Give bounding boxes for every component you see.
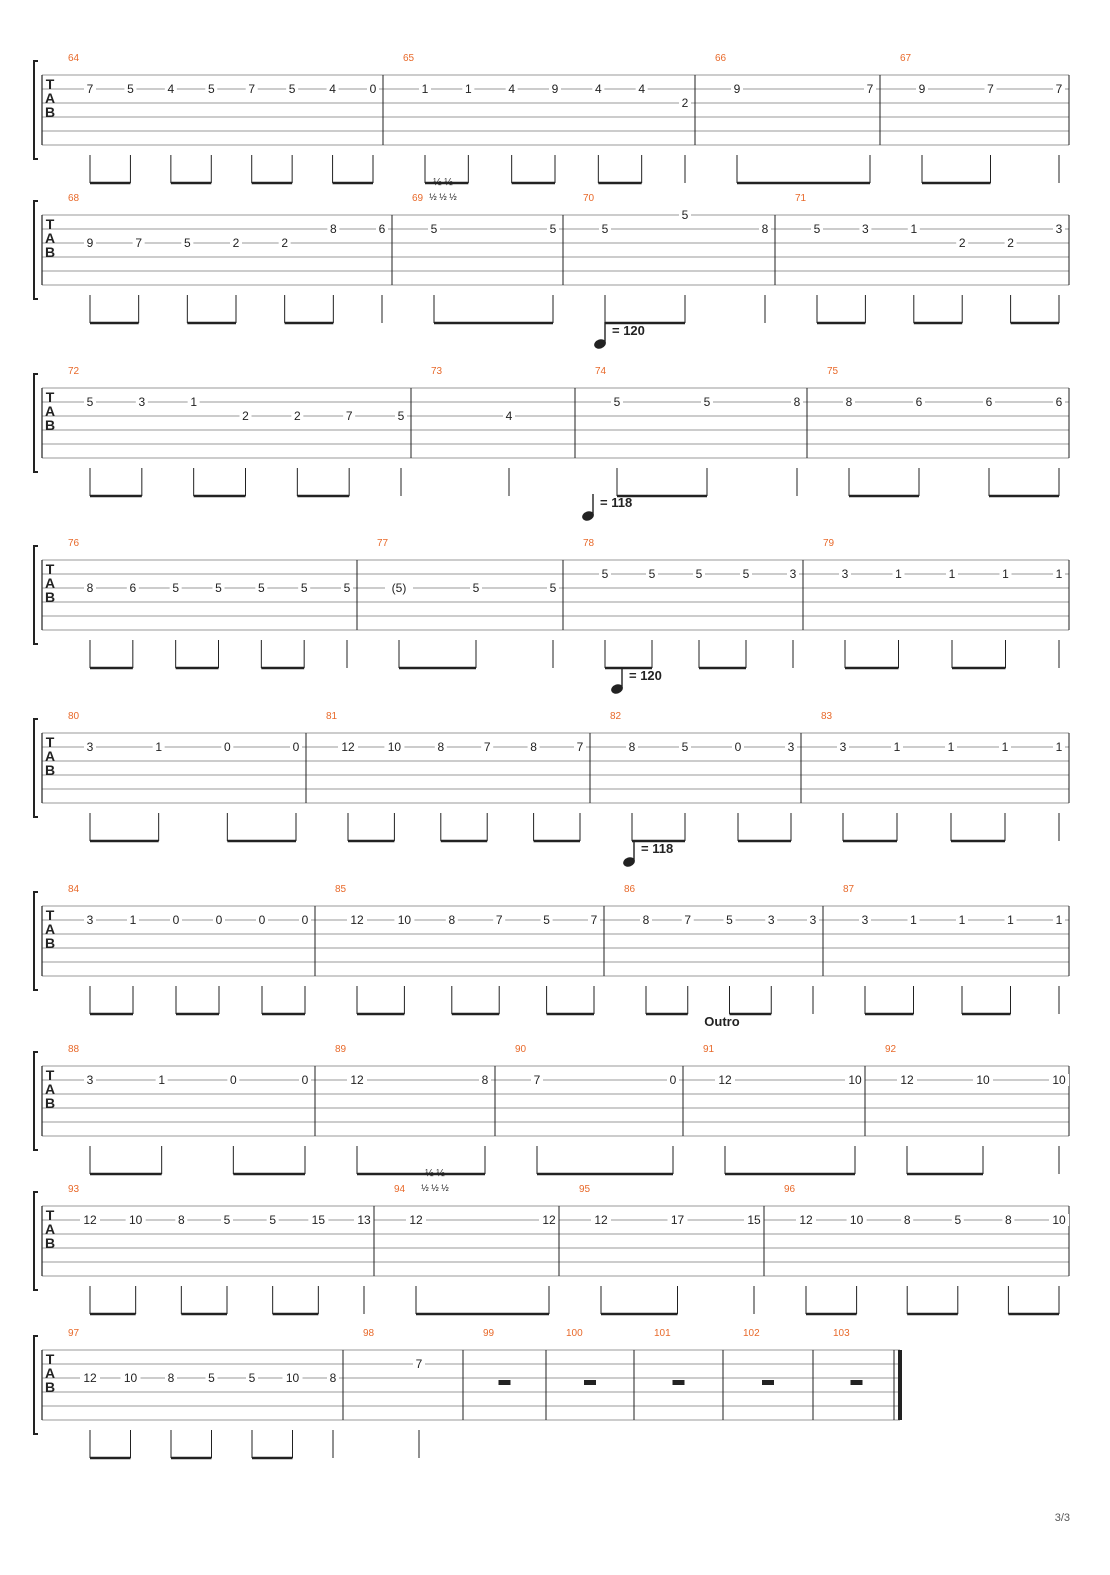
tab-clef-letter: B — [44, 1379, 56, 1395]
fret-number: 0 — [258, 913, 266, 927]
fret-number: 7 — [345, 409, 353, 423]
system-brace — [34, 892, 38, 990]
fret-number: 8 — [177, 1213, 185, 1227]
measure — [68, 193, 388, 323]
measure — [563, 193, 771, 323]
fret-number: 3 — [809, 913, 817, 927]
measure — [343, 1328, 425, 1458]
fret-number: 0 — [215, 913, 223, 927]
fret-number: 3 — [787, 740, 795, 754]
fret-number: 1 — [895, 567, 902, 581]
measure-number: 94 — [394, 1184, 406, 1195]
system-brace — [34, 719, 38, 817]
fret-number: 10 — [1052, 1073, 1066, 1087]
fret-number: 12 — [409, 1213, 423, 1227]
fret-number: 5 — [397, 409, 405, 423]
fret-number: 12 — [350, 913, 364, 927]
fret-number: 5 — [208, 1371, 215, 1385]
tab-clef-letter: T — [45, 76, 55, 92]
measure-number: 99 — [483, 1328, 495, 1339]
fret-number: 1 — [1001, 740, 1009, 754]
fret-number: 12 — [594, 1213, 608, 1227]
fret-number: 5 — [813, 222, 821, 236]
measure — [590, 711, 797, 841]
fret-number: 10 — [1052, 1213, 1066, 1227]
fret-number: 1 — [947, 740, 955, 754]
bend-label-bottom: ½ ½ ½ — [429, 192, 457, 202]
fret-number: 6 — [129, 581, 137, 595]
measure — [803, 538, 1065, 668]
measure — [823, 884, 1065, 1014]
fret-number: 10 — [285, 1371, 300, 1385]
tab-clef-letter: A — [44, 748, 56, 764]
measure-number: 89 — [335, 1044, 347, 1055]
page-number: 3/3 — [1054, 1512, 1070, 1524]
fret-number: 1 — [129, 913, 137, 927]
fret-number: 6 — [1055, 395, 1063, 409]
fret-number: 3 — [767, 913, 775, 927]
fret-number: 5 — [549, 581, 557, 595]
fret-number: 8 — [1005, 1213, 1012, 1227]
bend-label-bottom: ½ ½ ½ — [421, 1183, 449, 1193]
fret-number: 7 — [684, 913, 692, 927]
measure — [68, 1328, 339, 1458]
system-brace — [34, 1052, 38, 1150]
fret-number: 7 — [590, 913, 598, 927]
fret-number: 5 — [288, 82, 296, 96]
fret-number: 2 — [293, 409, 301, 423]
measure-number: 81 — [326, 711, 338, 722]
measure-number: 103 — [833, 1328, 850, 1339]
fret-number: 5 — [430, 222, 438, 236]
fret-number: 0 — [172, 913, 180, 927]
fret-number: 2 — [1007, 236, 1014, 250]
measure-number: 72 — [68, 366, 80, 377]
fret-number: 5 — [742, 567, 750, 581]
tempo-mark — [581, 494, 632, 522]
tab-system — [34, 322, 1069, 496]
measure-number: 83 — [821, 711, 833, 722]
measure-number: 86 — [624, 884, 636, 895]
fret-number: 4 — [505, 409, 513, 423]
tab-clef-letter: B — [44, 1235, 56, 1251]
fret-number: 6 — [915, 395, 923, 409]
tab-clef-letter: T — [45, 1067, 55, 1083]
fret-number: 5 — [172, 581, 180, 595]
fret-number: 7 — [576, 740, 584, 754]
tab-clef-letter: A — [44, 1221, 56, 1237]
fret-number: 5 — [954, 1213, 962, 1227]
fret-number: 5 — [703, 395, 711, 409]
measure-number: 77 — [377, 538, 389, 549]
fret-number: 17 — [670, 1213, 685, 1227]
fret-number: 2 — [242, 409, 249, 423]
measure-number: 74 — [595, 366, 607, 377]
whole-rest — [762, 1380, 774, 1385]
measure-number: 73 — [431, 366, 443, 377]
fret-number: 8 — [329, 222, 337, 236]
measure — [495, 1044, 679, 1174]
fret-number: 5 — [543, 913, 550, 927]
fret-number: 8 — [845, 395, 853, 409]
measure-number: 68 — [68, 193, 80, 204]
fret-number: 5 — [601, 567, 609, 581]
fret-number: 9 — [86, 236, 94, 250]
tab-system — [34, 53, 1069, 183]
tab-system — [34, 1014, 1069, 1174]
tab-clef-letter: T — [45, 1351, 55, 1367]
tempo-value: = 118 — [641, 841, 674, 856]
fret-number: 5 — [681, 740, 689, 754]
measure — [357, 538, 559, 668]
tab-clef-letter: T — [45, 907, 55, 923]
fret-number: 7 — [415, 1357, 423, 1371]
fret-number: 1 — [893, 740, 901, 754]
bend-label-top: ½ ½ — [433, 177, 453, 188]
measure — [68, 711, 302, 841]
tab-clef-letter: A — [44, 403, 56, 419]
whole-rest — [673, 1380, 685, 1385]
fret-number: 5 — [681, 208, 689, 222]
fret-number: 9 — [918, 82, 926, 96]
fret-number: 3 — [86, 740, 94, 754]
measure-number: 80 — [68, 711, 80, 722]
fret-number: 8 — [628, 740, 636, 754]
fret-number: 8 — [448, 913, 456, 927]
fret-number: 12 — [542, 1213, 556, 1227]
fret-number: 0 — [301, 1073, 309, 1087]
measure — [801, 711, 1065, 841]
measure-number: 101 — [654, 1328, 671, 1339]
tab-clef-letter: T — [45, 561, 55, 577]
measure — [306, 711, 586, 841]
fret-number: 6 — [985, 395, 993, 409]
measure-number: 78 — [583, 538, 595, 549]
fret-number: 7 — [86, 82, 94, 96]
measure-number: 90 — [515, 1044, 527, 1055]
measure-number: 96 — [784, 1184, 796, 1195]
fret-number: 10 — [397, 913, 412, 927]
measure-number: 97 — [68, 1328, 80, 1339]
fret-number: 10 — [387, 740, 402, 754]
fret-number: 5 — [300, 581, 308, 595]
fret-number: 9 — [733, 82, 741, 96]
fret-number: 12 — [799, 1213, 813, 1227]
fret-number: 1 — [464, 82, 472, 96]
fret-number: 5 — [549, 222, 557, 236]
measure-number: 76 — [68, 538, 80, 549]
measure — [68, 884, 311, 1014]
measure — [68, 1044, 311, 1174]
measure-number: 93 — [68, 1184, 80, 1195]
measure — [604, 884, 819, 1014]
whole-rest — [851, 1380, 863, 1385]
measure — [315, 884, 600, 1014]
measure-number: 87 — [843, 884, 855, 895]
tab-clef-letter: A — [44, 1365, 56, 1381]
fret-number: 3 — [841, 567, 849, 581]
fret-number: 8 — [329, 1371, 337, 1385]
fret-number: 7 — [866, 82, 874, 96]
fret-number: 12 — [341, 740, 355, 754]
tab-clef-letter: A — [44, 575, 56, 591]
tab-clef-letter: A — [44, 90, 56, 106]
fret-number: 7 — [248, 82, 256, 96]
fret-number: 7 — [1055, 82, 1063, 96]
measure-number: 102 — [743, 1328, 760, 1339]
fret-number: 4 — [594, 82, 602, 96]
fret-number: 1 — [958, 913, 966, 927]
fret-number: 3 — [1055, 222, 1063, 236]
fret-number: 7 — [135, 236, 143, 250]
fret-number: 1 — [1055, 913, 1063, 927]
measure-number: 92 — [885, 1044, 897, 1055]
measure-number: 88 — [68, 1044, 80, 1055]
tab-clef-letter: B — [44, 104, 56, 120]
measure-number: 85 — [335, 884, 347, 895]
fret-number: 5 — [269, 1213, 277, 1227]
fret-number: 12 — [83, 1371, 97, 1385]
tab-system — [34, 667, 1069, 841]
tab-system — [34, 1328, 900, 1458]
measure — [695, 53, 876, 183]
measure-number: 98 — [363, 1328, 375, 1339]
fret-number: 0 — [369, 82, 377, 96]
fret-number: 4 — [638, 82, 646, 96]
fret-number: 13 — [357, 1213, 371, 1227]
measure — [880, 53, 1065, 183]
fret-number: 1 — [1007, 913, 1014, 927]
fret-number: 12 — [718, 1073, 732, 1087]
measure-number: 95 — [579, 1184, 591, 1195]
fret-number: 8 — [437, 740, 445, 754]
system-brace — [34, 61, 38, 159]
fret-number: 3 — [86, 913, 94, 927]
fret-number: 1 — [1002, 567, 1009, 581]
fret-number: 4 — [329, 82, 336, 96]
fret-number: 3 — [789, 567, 797, 581]
fret-number: 7 — [533, 1073, 541, 1087]
fret-number: 3 — [138, 395, 146, 409]
fret-number: 5 — [223, 1213, 231, 1227]
fret-number: 1 — [158, 1073, 166, 1087]
system-brace — [34, 201, 38, 299]
measure — [683, 1044, 865, 1174]
measure — [807, 366, 1065, 496]
fret-number: 5 — [215, 581, 222, 595]
tab-clef-letter: B — [44, 244, 56, 260]
measure — [865, 1044, 1069, 1174]
fret-number: 1 — [910, 222, 918, 236]
fret-number: 1 — [910, 913, 917, 927]
measure — [575, 366, 803, 496]
fret-number: 3 — [839, 740, 847, 754]
fret-number: 6 — [378, 222, 386, 236]
fret-number: 1 — [155, 740, 163, 754]
fret-number: 5 — [86, 395, 94, 409]
fret-number: 5 — [127, 82, 134, 96]
fret-number: 15 — [747, 1213, 761, 1227]
fret-number: 4 — [167, 82, 175, 96]
fret-number: 2 — [681, 96, 689, 110]
tab-clef-letter: A — [44, 921, 56, 937]
measure-number: 65 — [403, 53, 415, 64]
fret-number: 8 — [481, 1073, 489, 1087]
fret-number: 8 — [86, 581, 94, 595]
tempo-mark — [593, 322, 645, 350]
fret-number: 0 — [734, 740, 742, 754]
tempo-value: = 120 — [629, 668, 662, 683]
tab-clef-letter: B — [44, 417, 56, 433]
fret-number: 2 — [232, 236, 240, 250]
fret-number: (5) — [391, 581, 407, 595]
fret-number: 3 — [86, 1073, 94, 1087]
measure-number: 91 — [703, 1044, 715, 1055]
measure — [68, 366, 407, 496]
measure — [392, 193, 559, 323]
measure-number: 71 — [795, 193, 807, 204]
fret-number: 5 — [601, 222, 609, 236]
measure-number: 66 — [715, 53, 727, 64]
whole-rest — [499, 1380, 511, 1385]
measure-number: 100 — [566, 1328, 583, 1339]
measure-number: 75 — [827, 366, 839, 377]
fret-number: 1 — [190, 395, 198, 409]
tab-clef-letter: T — [45, 1207, 55, 1223]
fret-number: 3 — [862, 222, 869, 236]
fret-number: 10 — [849, 1213, 864, 1227]
fret-number: 0 — [292, 740, 300, 754]
measure-number: 64 — [68, 53, 80, 64]
fret-number: 5 — [726, 913, 733, 927]
fret-number: 7 — [987, 82, 994, 96]
fret-number: 12 — [350, 1073, 364, 1087]
system-brace — [34, 546, 38, 644]
fret-number: 5 — [695, 567, 703, 581]
system-brace — [34, 374, 38, 472]
measure — [411, 366, 515, 496]
fret-number: 5 — [207, 82, 215, 96]
tab-clef-letter: A — [44, 1081, 56, 1097]
fret-number: 0 — [229, 1073, 237, 1087]
fret-number: 7 — [495, 913, 503, 927]
system-brace — [34, 1192, 38, 1290]
measure — [563, 538, 799, 668]
fret-number: 2 — [958, 236, 966, 250]
fret-number: 5 — [472, 581, 480, 595]
fret-number: 0 — [223, 740, 231, 754]
fret-number: 15 — [311, 1213, 326, 1227]
tempo-value: = 118 — [600, 495, 633, 510]
fret-number: 7 — [483, 740, 491, 754]
fret-number: 5 — [257, 581, 265, 595]
tab-system — [34, 177, 1069, 323]
tab-system — [34, 1168, 1069, 1314]
measure-number: 82 — [610, 711, 622, 722]
fret-number: 5 — [648, 567, 656, 581]
measure-number: 84 — [68, 884, 80, 895]
tempo-mark — [610, 667, 662, 695]
fret-number: 10 — [976, 1073, 990, 1087]
measure — [383, 53, 691, 183]
measure-number: 69 — [412, 193, 424, 204]
fret-number: 10 — [128, 1213, 143, 1227]
fret-number: 12 — [900, 1073, 914, 1087]
fret-number: 8 — [642, 913, 650, 927]
fret-number: 8 — [530, 740, 537, 754]
system-brace — [34, 1336, 38, 1434]
fret-number: 5 — [613, 395, 621, 409]
tab-clef-letter: T — [45, 389, 55, 405]
measure — [374, 1184, 559, 1314]
fret-number: 5 — [183, 236, 191, 250]
fret-number: 1 — [948, 567, 956, 581]
fret-number: 9 — [551, 82, 559, 96]
measure-number: 67 — [900, 53, 912, 64]
tab-clef-letter: T — [45, 734, 55, 750]
fret-number: 1 — [421, 82, 429, 96]
tempo-value: = 120 — [612, 323, 645, 338]
tab-system — [34, 840, 1069, 1014]
tab-clef-letter: B — [44, 762, 56, 778]
tab-system — [34, 494, 1069, 668]
bend-label-top: ½ ½ — [425, 1168, 445, 1179]
fret-number: 5 — [343, 581, 351, 595]
measure — [764, 1184, 1069, 1314]
fret-number: 0 — [669, 1073, 677, 1087]
whole-rest — [584, 1380, 596, 1385]
fret-number: 12 — [83, 1213, 97, 1227]
measure-number: 70 — [583, 193, 595, 204]
fret-number: 8 — [761, 222, 769, 236]
measure — [315, 1044, 491, 1174]
fret-number: 8 — [167, 1371, 175, 1385]
tab-clef-letter: T — [45, 216, 55, 232]
fret-number: 1 — [1055, 740, 1063, 754]
measure — [68, 538, 353, 668]
measure — [775, 193, 1065, 323]
tab-clef-letter: B — [44, 935, 56, 951]
fret-number: 0 — [301, 913, 309, 927]
fret-number: 10 — [123, 1371, 138, 1385]
tab-clef-letter: A — [44, 230, 56, 246]
fret-number: 10 — [848, 1073, 862, 1087]
measure — [68, 53, 379, 183]
measure-number: 79 — [823, 538, 835, 549]
fret-number: 5 — [248, 1371, 256, 1385]
fret-number: 8 — [903, 1213, 911, 1227]
measure — [68, 1184, 374, 1314]
fret-number: 1 — [1055, 567, 1063, 581]
tempo-mark — [622, 840, 673, 868]
measure — [559, 1184, 764, 1314]
section-label: Outro — [704, 1014, 740, 1029]
fret-number: 8 — [793, 395, 801, 409]
fret-number: 2 — [281, 236, 289, 250]
fret-number: 4 — [508, 82, 516, 96]
tab-clef-letter: B — [44, 1095, 56, 1111]
tab-clef-letter: B — [44, 589, 56, 605]
fret-number: 3 — [861, 913, 869, 927]
